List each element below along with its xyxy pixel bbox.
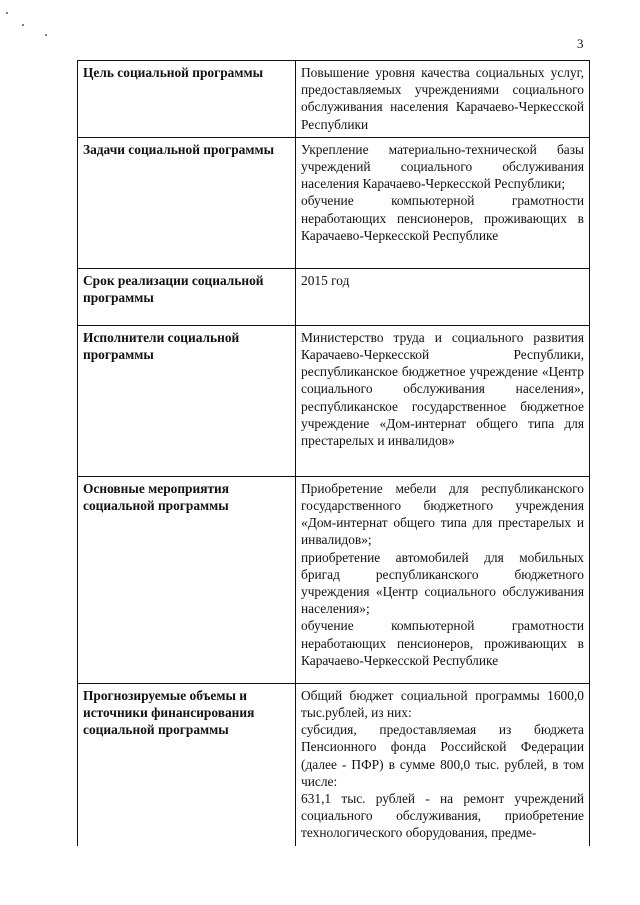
table-row: [78, 61, 590, 138]
value-line: Министерство труда и социального развития Карачаево-Черкесской Республики, республиканское бюджетное учреждение «Центр социального обслуживания населения», республиканское государственное бюджетное учреждение «Дом-интернат общего типа для престарелых и инвалидов»: [301, 329, 584, 449]
table-row: [78, 476, 590, 683]
row-value: [296, 683, 590, 845]
row-label: Исполнители социальной программы: [78, 325, 296, 476]
value-line: 2015 год: [301, 272, 350, 288]
table-row: [78, 137, 590, 268]
value-line: 631,1 тыс. рублей - на ремонт учреждений социального обслуживания, приобретение технологического оборудования, предме-: [301, 791, 584, 841]
row-label: Задачи социальной программы: [78, 137, 296, 268]
row-label: Цель социальной программы: [78, 61, 296, 138]
table-row: [78, 268, 590, 325]
value-line: Приобретение мебели для республиканского государственного бюджетного учреждения «Дом-интернат общего типа для престарелых и инвалидов»;: [301, 480, 584, 548]
value-line: обучение компьютерной грамотности неработающих пенсионеров, проживающих в Карачаево-Черкесской Республике: [301, 193, 584, 243]
table-row: [78, 325, 590, 476]
row-value: [296, 137, 590, 268]
table-row: [78, 683, 590, 845]
value-line: приобретение автомобилей для мобильных бригад республиканского бюджетного учреждения «Центр социального обслуживания населения»;: [301, 549, 584, 617]
row-label: Прогнозируемые объемы и источники финансирования социальной программы: [78, 683, 296, 845]
value-line: Укрепление материально-технической базы учреждений социального обслуживания населения Карачаево-Черкесской Республики;: [301, 141, 584, 192]
value-line: субсидия, предоставляемая из бюджета Пенсионного фонда Российской Федерации (далее - ПФР) в сумме 800,0 тыс. рублей, в том числе:: [301, 722, 584, 789]
row-value: [296, 61, 590, 138]
row-label: Срок реализации социальной программы: [78, 268, 296, 325]
value-line: обучение компьютерной грамотности неработающих пенсионеров, проживающих в Карачаево-Черкесской Республике: [301, 618, 584, 668]
value-line: Общий бюджет социальной программы 1600,0 тыс.рублей, из них:: [301, 687, 584, 721]
row-label: Основные мероприятия социальной программы: [78, 476, 296, 683]
value-line: Повышение уровня качества социальных услуг, предоставляемых учреждениями социального обслуживания населения Карачаево-Черкесской Республики: [301, 65, 584, 132]
row-value: [296, 268, 590, 325]
row-value: [296, 476, 590, 683]
program-passport-table: [77, 60, 590, 846]
row-value: [296, 325, 590, 476]
page-number: 3: [577, 36, 584, 51]
